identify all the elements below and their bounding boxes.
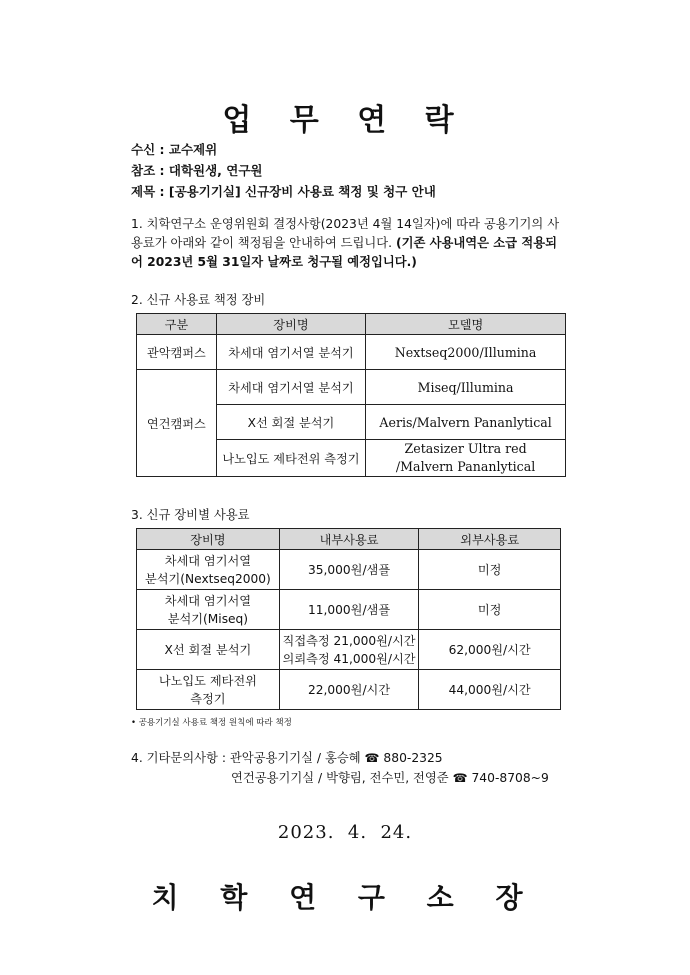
model-name-line2: /Malvern Pananlytical: [395, 459, 536, 474]
fee-note: • 공용기기실 사용료 책정 원칙에 따라 책정: [131, 718, 292, 728]
recipient-line: 수신 : 교수제위: [131, 142, 218, 157]
table2-header-equipment: 장비명: [137, 529, 280, 550]
internal-fee: 35,000원/샘플: [279, 550, 419, 590]
equipment-table: [136, 313, 566, 477]
fee-table: [136, 528, 561, 710]
recipient-value: 교수제위: [168, 142, 218, 157]
table-row: [137, 670, 561, 710]
paragraph-1: [131, 215, 563, 272]
table-row: [137, 550, 561, 590]
contact-gwanak: 관악공용기기실 / 홍승혜: [229, 751, 361, 765]
contact-label: 4. 기타문의사항 :: [131, 751, 230, 765]
table1-header-category: 구분: [137, 314, 217, 335]
equipment-name: X선 회절 분석기: [216, 405, 365, 440]
internal-fee: [279, 630, 419, 670]
table2-header-internal-fee: 내부사용료: [279, 529, 419, 550]
internal-fee-request: 의뢰측정 41,000원/시간: [282, 651, 416, 666]
equipment-name-line2: 분석기(Nextseq2000): [144, 571, 271, 586]
phone-icon: ☎: [364, 751, 380, 765]
contact-line-1: [131, 748, 443, 766]
table2-header-external-fee: 외부사용료: [419, 529, 561, 550]
equipment-name: [137, 670, 280, 710]
internal-fee-direct: 직접측정 21,000원/시간: [282, 633, 416, 648]
paragraph-1-text: 1. 치학연구소 운영위원회 결정사항(2023년 4월 14일자)에 따라 공용기기의 사용료가 아래와 같이 책정됨을 안내하여 드립니다.: [131, 217, 560, 250]
table-row: [137, 335, 566, 370]
equipment-name-line1: 차세대 염기서열: [164, 553, 252, 568]
section-3-title: 3. 신규 장비별 사용료: [131, 508, 250, 522]
document-title: 업 무 연 락: [222, 103, 468, 138]
paragraph-1-bold-text: (기존 사용내역은 소급 적용되어 2023년 5월 31일자 날짜로 청구될 예정입니다.): [131, 236, 557, 269]
campus-gwanak: 관악캠퍼스: [137, 335, 217, 370]
external-fee: 44,000원/시간: [419, 670, 561, 710]
external-fee: 미정: [419, 590, 561, 630]
equipment-name: X선 회절 분석기: [137, 630, 280, 670]
model-name: [366, 440, 566, 477]
table-row: [137, 630, 561, 670]
model-name: Miseq/Illumina: [366, 370, 566, 405]
external-fee: 62,000원/시간: [419, 630, 561, 670]
table-row: [137, 370, 566, 405]
contact-yeongeon: 연건공용기기실 / 박향림, 전수민, 전영준: [231, 771, 449, 785]
equipment-name-line1: 나노입도 제타전위: [158, 673, 257, 688]
equipment-name-line2: 분석기(Miseq): [167, 611, 249, 626]
external-fee: 미정: [419, 550, 561, 590]
internal-fee: 22,000원/시간: [279, 670, 419, 710]
reference-label: 참조: [131, 163, 156, 178]
subject-label: 제목: [131, 184, 156, 199]
campus-yeongeon: 연건캠퍼스: [137, 370, 217, 477]
equipment-name: 차세대 염기서열 분석기: [216, 335, 365, 370]
phone-icon: ☎: [452, 771, 468, 785]
table1-header-equipment: 장비명: [216, 314, 365, 335]
recipient-label: 수신: [131, 142, 156, 157]
internal-fee: 11,000원/샘플: [279, 590, 419, 630]
equipment-name-line2: 측정기: [190, 691, 226, 706]
equipment-name: 차세대 염기서열 분석기: [216, 370, 365, 405]
model-name: Aeris/Malvern Pananlytical: [366, 405, 566, 440]
section-2-title: 2. 신규 사용료 책정 장비: [131, 293, 266, 307]
equipment-name: 나노입도 제타전위 측정기: [216, 440, 365, 477]
contact-line-2: [231, 768, 549, 786]
model-name: Nextseq2000/Illumina: [366, 335, 566, 370]
signature-title: 치 학 연 구 소 장: [151, 881, 539, 914]
subject-value: [공용기기실] 신규장비 사용료 책정 및 청구 안내: [168, 184, 436, 199]
equipment-name: [137, 550, 280, 590]
table1-header-model: 모델명: [366, 314, 566, 335]
contact-yeongeon-phone: 740-8708~9: [471, 771, 549, 785]
reference-line: 참조 : 대학원생, 연구원: [131, 163, 263, 178]
subject-line: 제목 : [공용기기실] 신규장비 사용료 책정 및 청구 안내: [131, 184, 436, 199]
contact-gwanak-phone: 880-2325: [383, 751, 443, 765]
equipment-name: [137, 590, 280, 630]
equipment-name-line1: 차세대 염기서열: [164, 593, 252, 608]
model-name-line1: Zetasizer Ultra red: [404, 441, 527, 456]
document-date: 2023. 4. 24.: [277, 822, 413, 843]
table-row: [137, 590, 561, 630]
reference-value: 대학원생, 연구원: [168, 163, 263, 178]
